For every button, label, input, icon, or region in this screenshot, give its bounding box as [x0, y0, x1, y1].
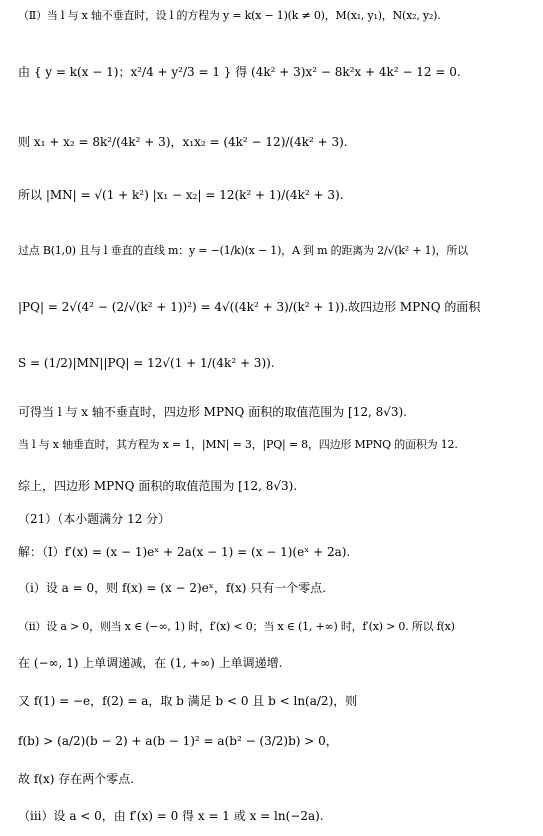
text-line: |PQ| = 2√(4² − (2/√(k² + 1))²) = 4√((4k² + 3)/(k² + 1)).故四边形 MPNQ 的面积 — [18, 300, 481, 314]
text-line: 由 { y = k(x − 1)；x²/4 + y²/3 = 1 } 得 (4k² + 3)x² − 8k²x + 4k² − 12 = 0. — [18, 65, 461, 79]
text-line: （Ⅱ）当 l 与 x 轴不垂直时，设 l 的方程为 y = k(x − 1)(k ≠ 0)，M(x₁, y₁)，N(x₂, y₂). — [18, 9, 441, 22]
text-line: 当 l 与 x 轴垂直时，其方程为 x = 1，|MN| = 3，|PQ| = 8，四边形 MPNQ 的面积为 12. — [18, 438, 458, 451]
text-line: 在 (−∞, 1) 上单调递减，在 (1, +∞) 上单调递增. — [18, 656, 283, 670]
text-line: 可得当 l 与 x 轴不垂直时，四边形 MPNQ 面积的取值范围为 [12, 8√3). — [18, 405, 407, 419]
text-line: 又 f(1) = −e，f(2) = a，取 b 满足 b < 0 且 b < ln(a/2)，则 — [18, 694, 358, 708]
text-line: S = (1/2)|MN||PQ| = 12√(1 + 1/(4k² + 3)). — [18, 356, 275, 370]
text-line: 综上，四边形 MPNQ 面积的取值范围为 [12, 8√3). — [18, 479, 298, 493]
section-heading: （21）（本小题满分 12 分） — [18, 512, 171, 526]
text-line: 故 f(x) 存在两个零点. — [18, 772, 135, 786]
text-line: 所以 |MN| = √(1 + k²) |x₁ − x₂| = 12(k² + 1)/(4k² + 3). — [18, 188, 344, 202]
text-line: f(b) > (a/2)(b − 2) + a(b − 1)² = a(b² − (3/2)b) > 0， — [18, 734, 338, 748]
text-line: 则 x₁ + x₂ = 8k²/(4k² + 3)，x₁x₂ = (4k² − 12)/(4k² + 3). — [18, 135, 348, 149]
text-line: 过点 B(1,0) 且与 l 垂直的直线 m：y = −(1/k)(x − 1)，A 到 m 的距离为 2/√(k² + 1)，所以 — [18, 244, 468, 257]
text-line: （ii）设 a > 0，则当 x ∈ (−∞, 1) 时，f′(x) < 0；当 x ∈ (1, +∞) 时，f′(x) > 0. 所以 f(x) — [18, 620, 455, 633]
text-line: （i）设 a = 0，则 f(x) = (x − 2)eˣ，f(x) 只有一个零点. — [18, 581, 327, 595]
text-line: （iii）设 a < 0，由 f′(x) = 0 得 x = 1 或 x = ln(−2a). — [18, 809, 324, 823]
text-line: 解：（Ⅰ）f′(x) = (x − 1)eˣ + 2a(x − 1) = (x − 1)(eˣ + 2a). — [18, 545, 351, 559]
